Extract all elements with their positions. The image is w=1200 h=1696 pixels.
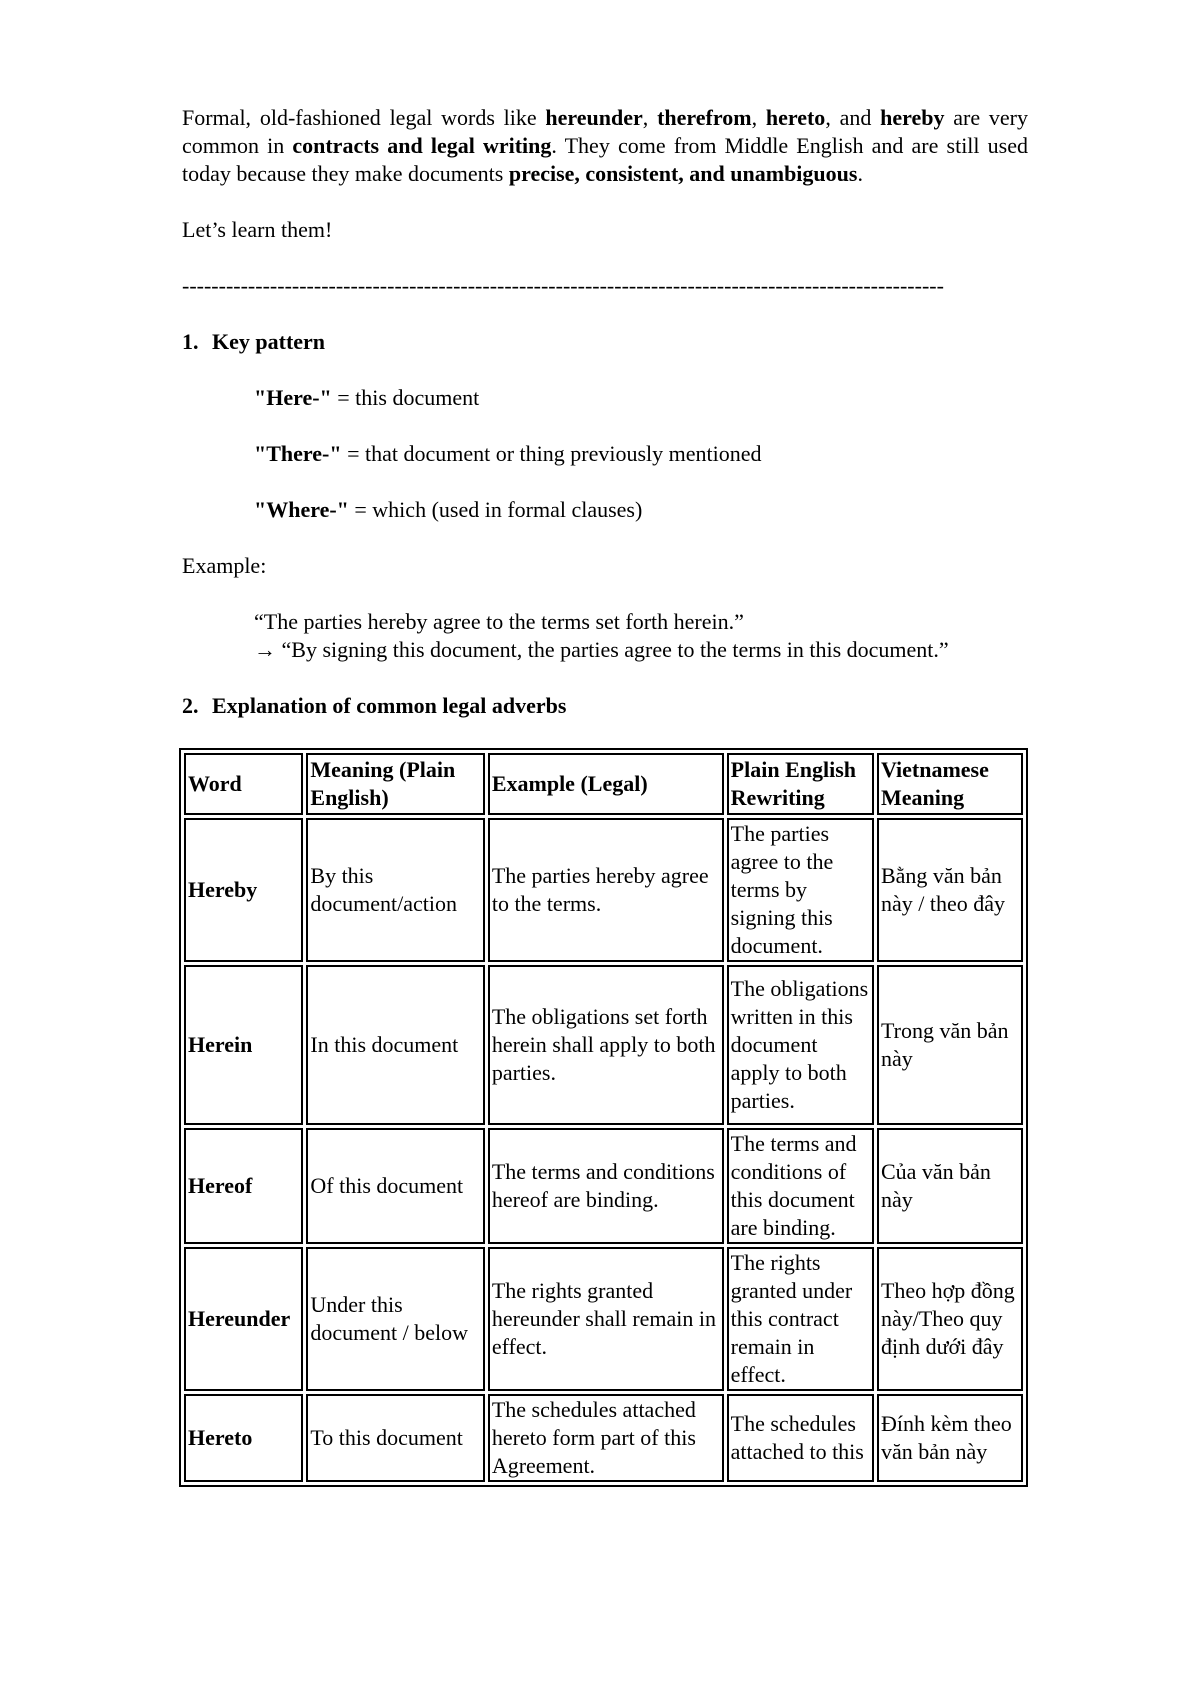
lets-learn-text: Let’s learn them! [182,217,333,242]
intro-bold-term: therefrom [657,105,752,130]
cell-example: The obligations set forth herein shall apply to both parties. [488,965,724,1125]
cell-vietnamese: Trong văn bản này [877,965,1023,1125]
pattern-there [182,440,1028,468]
divider-line: -------------------------------------------------------------------------------------------------------- [182,273,944,298]
cell-vietnamese: Theo hợp đồng này/Theo quy định dưới đây [877,1247,1023,1391]
header-vietnamese: Vietnamese Meaning [877,753,1023,815]
table-row [184,1394,1023,1482]
example-rewrite: → “By signing this document, the parties agree to the terms in this document.” [254,637,949,662]
pattern-here [182,384,1028,412]
example-sentence: “The parties hereby agree to the terms set forth herein.” [254,609,744,634]
section-2-number: 2. [182,693,199,718]
cell-rewriting: The parties agree to the terms by signing this document. [727,818,874,962]
table-body [184,818,1023,1482]
example-label: Example: [182,553,267,578]
pattern-there-term: "There-" [254,441,342,466]
intro-bold-term: hereunder [545,105,643,130]
cell-rewriting: The schedules attached to this [727,1394,874,1482]
legal-adverbs-table [179,748,1028,1487]
cell-meaning: Under this document / below [306,1247,484,1391]
header-rewriting: Plain English Rewriting [727,753,874,815]
intro-text: , and [825,105,881,130]
cell-word: Hereof [184,1128,303,1244]
cell-vietnamese: Bằng văn bản này / theo đây [877,818,1023,962]
cell-word: Hereunder [184,1247,303,1391]
table-row [184,1128,1023,1244]
intro-text: , [642,105,658,130]
table-row [184,1247,1023,1391]
cell-meaning: In this document [306,965,484,1125]
intro-bold-term: precise, consistent, and unambiguous [508,161,858,186]
cell-example: The parties hereby agree to the terms. [488,818,724,962]
section-1-number: 1. [182,329,199,354]
cell-example: The terms and conditions hereof are binding. [488,1128,724,1244]
table-row [184,818,1023,962]
cell-meaning: Of this document [306,1128,484,1244]
intro-text: are very common in [182,105,1029,158]
intro-text: Formal, old-fashioned legal words like [182,105,546,130]
header-word: Word [184,753,303,815]
section-2-title: Explanation of common legal adverbs [212,693,567,718]
cell-vietnamese: Đính kèm theo văn bản này [877,1394,1023,1482]
cell-rewriting: The obligations written in this document apply to both parties. [727,965,874,1125]
pattern-where [182,496,1028,524]
table-header-row [184,753,1023,815]
pattern-here-meaning: = this document [331,385,480,410]
intro-text: . They come from Middle English and are still used today because they make documents [182,133,1028,186]
pattern-here-term: "Here-" [254,385,332,410]
intro-bold-term: hereby [880,105,945,130]
header-example: Example (Legal) [488,753,724,815]
pattern-where-term: "Where-" [254,497,349,522]
intro-text: . [857,161,863,186]
intro-bold-term: contracts and legal writing [292,133,552,158]
intro-bold-term: hereto [765,105,826,130]
cell-rewriting: The rights granted under this contract remain in effect. [727,1247,874,1391]
cell-rewriting: The terms and conditions of this document are binding. [727,1128,874,1244]
header-meaning: Meaning (Plain English) [306,753,484,815]
section-1-heading [182,328,1028,356]
cell-example: The schedules attached hereto form part of this Agreement. [488,1394,724,1482]
cell-word: Herein [184,965,303,1125]
cell-example: The rights granted hereunder shall remain in effect. [488,1247,724,1391]
cell-word: Hereto [184,1394,303,1482]
document-body [182,104,1028,1487]
section-2-heading [182,692,1028,720]
cell-meaning: To this document [306,1394,484,1482]
section-1-title: Key pattern [212,329,326,354]
cell-word: Hereby [184,818,303,962]
intro-paragraph [182,104,1028,188]
cell-vietnamese: Của văn bản này [877,1128,1023,1244]
intro-text: , [751,105,766,130]
pattern-there-meaning: = that document or thing previously mentioned [341,441,762,466]
table-row [184,965,1023,1125]
cell-meaning: By this document/action [306,818,484,962]
pattern-where-meaning: = which (used in formal clauses) [348,497,643,522]
